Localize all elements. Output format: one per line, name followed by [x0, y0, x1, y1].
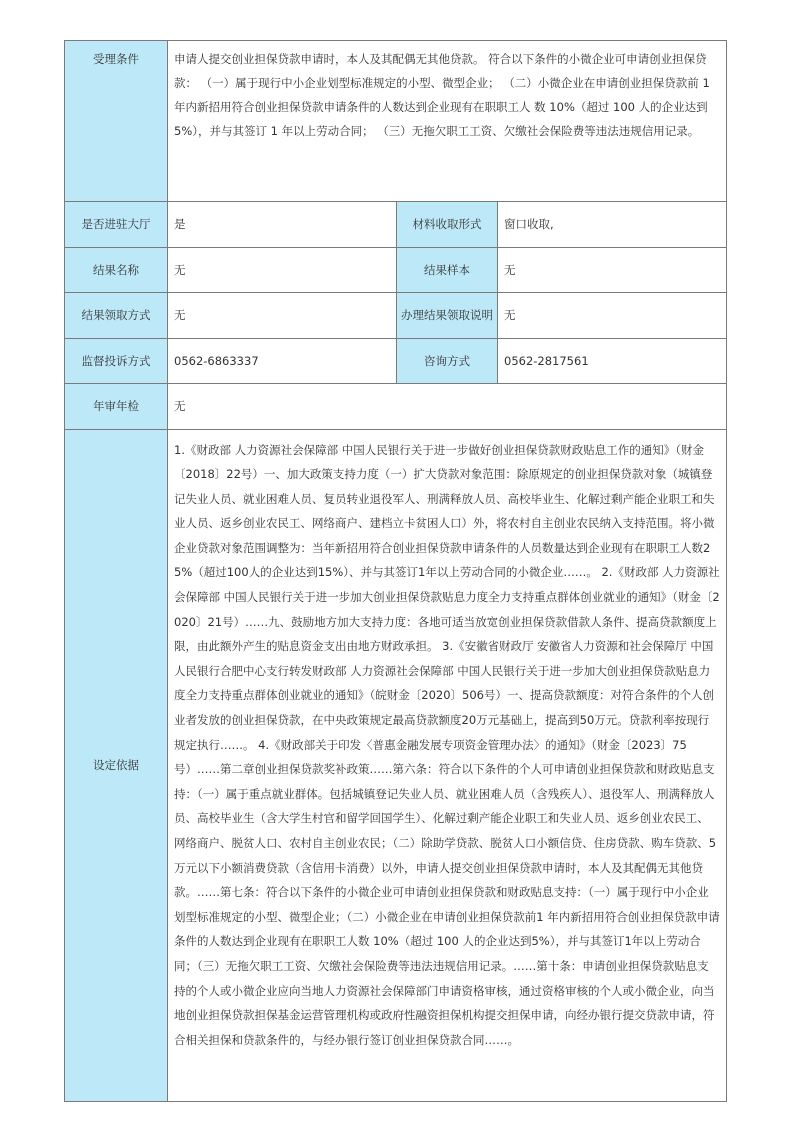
- result-name-label: 结果名称: [65, 247, 168, 293]
- material-form-value: 窗口收取,: [498, 202, 727, 248]
- result-collect-note-value: 无: [498, 293, 727, 339]
- result-sample-label: 结果样本: [397, 247, 498, 293]
- annual-value: 无: [168, 384, 727, 430]
- supervision-label: 监督投诉方式: [65, 338, 168, 384]
- hall-value: 是: [168, 202, 397, 248]
- row-result-name: [65, 247, 727, 293]
- hall-label: 是否进驻大厅: [65, 202, 168, 248]
- consult-label: 咨询方式: [397, 338, 498, 384]
- supervision-phone: 0562-6863337: [168, 338, 397, 384]
- row-annual: [65, 384, 727, 430]
- row-basis: [65, 429, 727, 1101]
- annual-label: 年审年检: [65, 384, 168, 430]
- row-accept-conditions: [65, 41, 727, 202]
- material-form-label: 材料收取形式: [397, 202, 498, 248]
- row-supervision: [65, 338, 727, 384]
- accept-conditions-value: 申请人提交创业担保贷款申请时，本人及其配偶无其他贷款。 符合以下条件的小微企业可申请创业担保贷款： （一）属于现行中小企业划型标准规定的小型、微型企业； （二）小微企业在申请创业担保贷款前 1 年内新招用符合创业担保贷款申请条件的人数达到企业现有在职职工人 数 10%（超过 100 人的企业达到 5%），并与其签订 1 年以上劳动合同； （三）无拖欠职工工资、欠缴社会保险费等违法违规信用记录。: [168, 41, 727, 202]
- result-sample-value: 无: [498, 247, 727, 293]
- service-info-table: [64, 40, 727, 1102]
- result-name-value: 无: [168, 247, 397, 293]
- row-hall: [65, 202, 727, 248]
- accept-conditions-label: 受理条件: [65, 41, 168, 202]
- consult-phone: 0562-2817561: [498, 338, 727, 384]
- result-collect-value: 无: [168, 293, 397, 339]
- result-collect-label: 结果领取方式: [65, 293, 168, 339]
- basis-label: 设定依据: [65, 429, 168, 1101]
- basis-value: 1.《财政部 人力资源社会保障部 中国人民银行关于进一步做好创业担保贷款财政贴息工作的通知》（财金〔2018〕22号）一、加大政策支持力度（一）扩大贷款对象范围：除原规定的创业担保贷款对象（城镇登记失业人员、就业困难人员、复员转业退役军人、刑满释放人员、高校毕业生、化解过剩产能企业职工和失业人员、返乡创业农民工、网络商户、建档立卡贫困人口）外，将农村自主创业农民纳入支持范围。将小微企业贷款对象范围调整为：当年新招用符合创业担保贷款申请条件的人员数量达到企业现有在职职工人数25%（超过100人的企业达到15%）、并与其签订1年以上劳动合同的小微企业……。 2.《财政部 人力资源社会保障部 中国人民银行关于进一步加大创业担保贷款贴息力度全力支持重点群体创业就业的通知》（财金〔2020〕21号）……九、鼓励地方加大支持力度：各地可适当放宽创业担保贷款借款人条件、提高贷款额度上限，由此额外产生的贴息资金支出由地方财政承担。 3.《安徽省财政厅 安徽省人力资源和社会保障厅 中国人民银行合肥中心支行转发财政部 人力资源社会保障部 中国人民银行关于进一步加大创业担保贷款贴息力度全力支持重点群体创业就业的通知》（皖财金〔2020〕506号）一、提高贷款额度：对符合条件的个人创业者发放的创业担保贷款，在中央政策规定最高贷款额度20万元基础上，提高到50万元。贷款利率按现行规定执行……。 4.《财政部关于印发〈普惠金融发展专项资金管理办法〉的通知》（财金〔2023〕75号）……第二章创业担保贷款奖补政策……第六条：符合以下条件的个人可申请创业担保贷款和财政贴息支持：（一）属于重点就业群体。包括城镇登记失业人员、就业困难人员（含残疾人）、退役军人、刑满释放人员、高校毕业生（含大学生村官和留学回国学生）、化解过剩产能企业职工和失业人员、返乡创业农民工、网络商户、脱贫人口、农村自主创业农民；（二）除助学贷款、脱贫人口小额信贷、住房贷款、购车贷款、5 万元以下小额消费贷款（含信用卡消费）以外，申请人提交创业担保贷款申请时，本人及其配偶无其他贷款。……第七条：符合以下条件的小微企业可申请创业担保贷款和财政贴息支持：（一）属于现行中小企业划型标准规定的小型、微型企业；（二）小微企业在申请创业担保贷款前1 年内新招用符合创业担保贷款申请条件的人数达到企业现有在职职工人数 10%（超过 100 人的企业达到5%），并与其签订1年以上劳动合同；（三）无拖欠职工工资、欠缴社会保险费等违法违规信用记录。……第十条：申请创业担保贷款贴息支持的个人或小微企业应向当地人力资源社会保障部门申请资格审核，通过资格审核的个人或小微企业，向当地创业担保贷款担保基金运营管理机构或政府性融资担保机构提交担保申请，向经办银行提交贷款申请，符合相关担保和贷款条件的，与经办银行签订创业担保贷款合同……。: [168, 429, 727, 1101]
- row-result-collect: [65, 293, 727, 339]
- result-collect-note-label: 办理结果领取说明: [397, 293, 498, 339]
